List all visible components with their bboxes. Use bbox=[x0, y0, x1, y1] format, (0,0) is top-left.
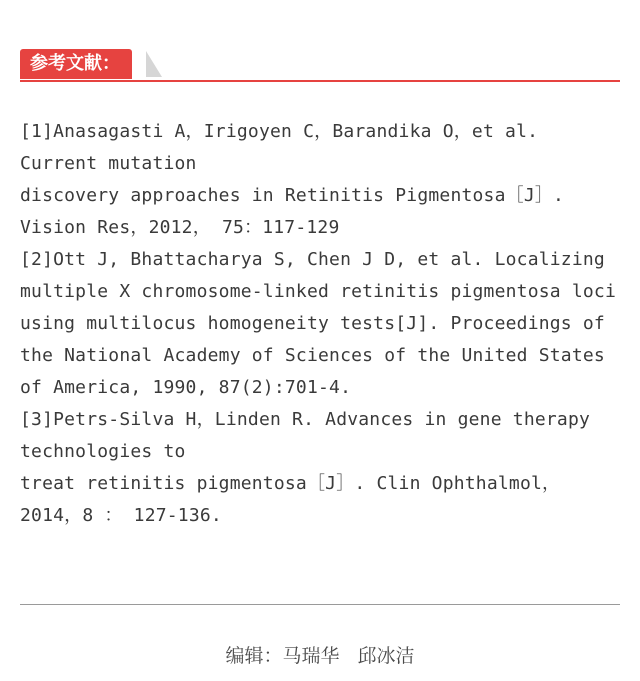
reference-line: discovery approaches in Retinitis Pigmentosa［J］. bbox=[20, 185, 565, 206]
references-header bbox=[20, 49, 620, 84]
reference-line: technologies to bbox=[20, 441, 186, 462]
reference-item-1 bbox=[20, 116, 625, 244]
reference-item-2 bbox=[20, 244, 625, 404]
reference-list bbox=[20, 116, 625, 532]
reference-line: treat retinitis pigmentosa［J］. Clin Ophthalmol， bbox=[20, 473, 561, 494]
reference-line: Vision Res，2012， 75：117-129 bbox=[20, 217, 340, 238]
section-heading: 参考文献： bbox=[20, 49, 132, 79]
reference-line: using multilocus homogeneity tests[J]. Proceedings of bbox=[20, 313, 605, 334]
header-underline bbox=[20, 80, 620, 82]
reference-item-3 bbox=[20, 404, 625, 532]
reference-line: [2]Ott J, Bhattacharya S, Chen J D, et al. Localizing bbox=[20, 249, 605, 270]
reference-line: [1]Anasagasti A，Irigoyen C，Barandika O，et al. bbox=[20, 121, 539, 142]
editor-credits: 编辑：马瑞华 邱冰洁 bbox=[225, 645, 415, 667]
heading-fold-decoration bbox=[146, 51, 162, 77]
footer-divider bbox=[20, 604, 620, 605]
reference-line: [3]Petrs-Silva H，Linden R. Advances in gene therapy bbox=[20, 409, 591, 430]
reference-line: Current mutation bbox=[20, 153, 197, 174]
reference-line: of America, 1990, 87(2):701-4. bbox=[20, 377, 352, 398]
reference-line: multiple X chromosome-linked retinitis pigmentosa loci bbox=[20, 281, 616, 302]
reference-line: the National Academy of Sciences of the United States bbox=[20, 345, 605, 366]
reference-line: 2014，8 ： 127-136. bbox=[20, 505, 222, 526]
